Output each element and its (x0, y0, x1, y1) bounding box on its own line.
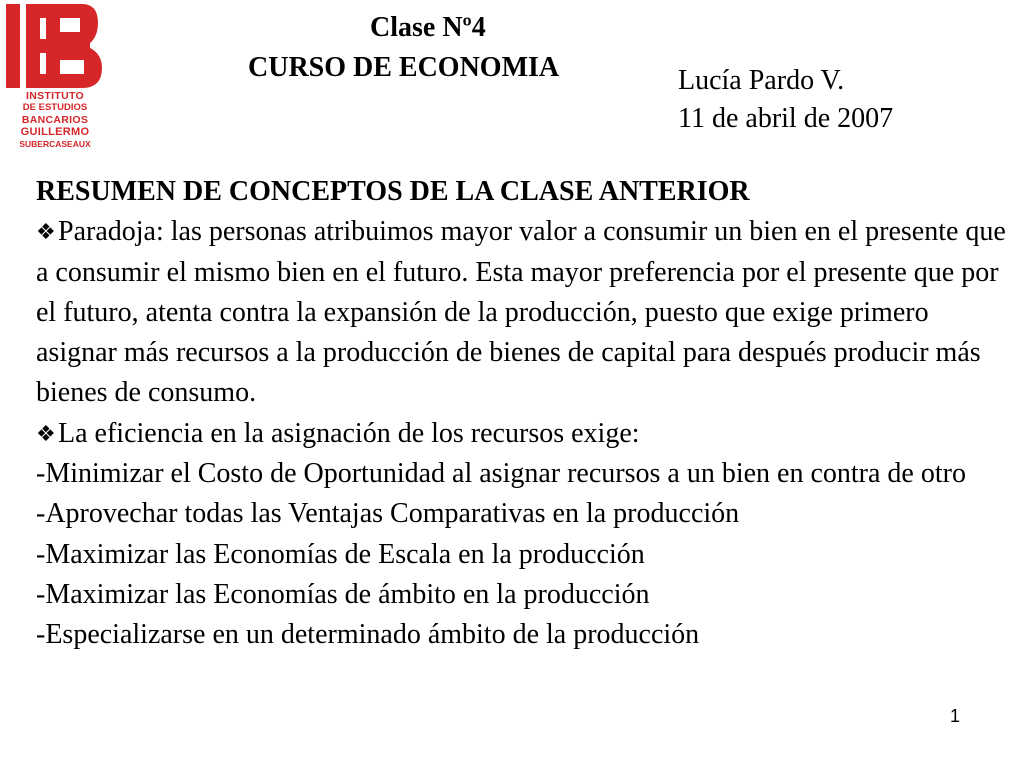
bullet-efficiency (36, 414, 1010, 454)
bullet-text: La eficiencia en la asignación de los recursos exige: (58, 417, 640, 449)
author-block (678, 62, 893, 138)
list-item: -Maximizar las Economías de ámbito en la producción (36, 578, 650, 610)
logo-line: SUBERCASEAUX (19, 139, 91, 149)
course-title: CURSO DE ECONOMIA (248, 52, 560, 83)
author-name: Lucía Pardo V. (678, 65, 845, 96)
list-item: -Minimizar el Costo de Oportunidad al asignar recursos a un bien en contra de otro (36, 458, 966, 490)
list-item: -Maximizar las Economías de Escala en la producción (36, 538, 645, 570)
list-item: -Especializarse en un determinado ámbito de la producción (36, 619, 700, 651)
logo-line: DE ESTUDIOS (22, 102, 88, 113)
institute-logo (6, 4, 104, 154)
bullet-paradox (36, 212, 1010, 413)
class-title: Clase Nº4 (370, 12, 486, 43)
diamond-bullet-icon: ❖ (36, 219, 56, 245)
list-item: -Aprovechar todas las Ventajas Comparativas en la producción (36, 498, 740, 530)
logo-line: GUILLERMO (20, 126, 90, 138)
logo-line: BANCARIOS (21, 114, 89, 126)
page-number: 1 (950, 706, 961, 726)
ieb-logo-mark-icon (6, 4, 104, 88)
section-heading: RESUMEN DE CONCEPTOS DE LA CLASE ANTERIOR (36, 176, 750, 207)
logo-line: INSTITUTO (26, 90, 84, 102)
slide-body (36, 172, 1010, 656)
bullet-text: Paradoja: las personas atribuimos mayor valor a consumir un bien en el presente que a consumir el mismo bien en el futuro. Esta mayor preferencia por el presente que por el futuro, atenta contra la expansión de la producción, puesto que exige primero asignar más recursos a la producción de bienes de capital para después producir más bienes de consumo. (36, 216, 1006, 409)
logo-text (6, 90, 104, 150)
diamond-bullet-icon: ❖ (36, 420, 56, 446)
presentation-date: 11 de abril de 2007 (678, 103, 894, 134)
